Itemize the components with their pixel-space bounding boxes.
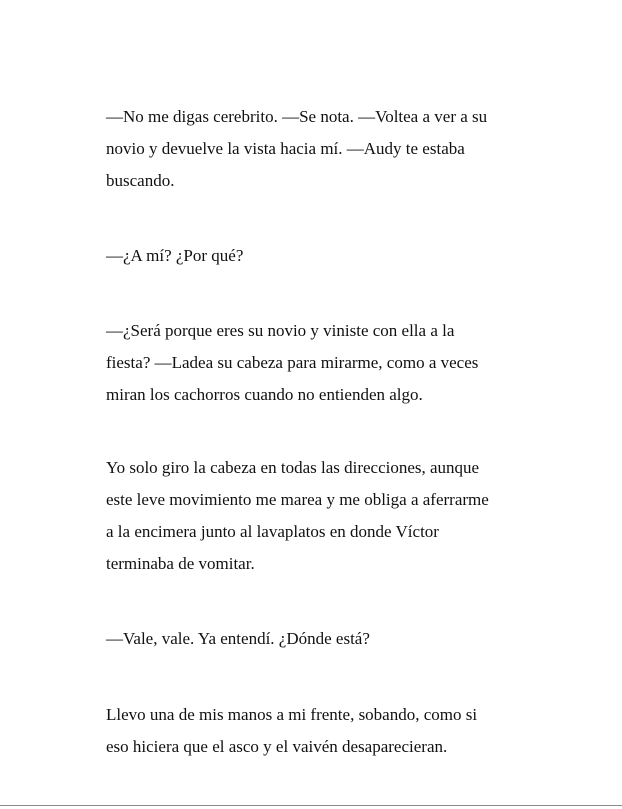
page-bottom-divider (0, 805, 622, 806)
paragraph-6: Llevo una de mis manos a mi frente, sobando, como si eso hiciera que el asco y el vaivén desaparecieran. (106, 705, 478, 756)
paragraph-5: —Vale, vale. Ya entendí. ¿Dónde está? (106, 629, 370, 648)
paragraph-2: —¿A mí? ¿Por qué? (106, 246, 244, 265)
paragraph-3: —¿Será porque eres su novio y viniste con ella a la fiesta? —Ladea su cabeza para mirarme, como a veces miran los cachorros cuando no entienden algo. (106, 321, 479, 404)
paragraph-4: Yo solo giro la cabeza en todas las direcciones, aunque este leve movimiento me marea y me obliga a aferrarme a la encimera junto al lavaplatos en donde Víctor terminaba de vomitar. (106, 458, 489, 573)
paragraph-1: —No me digas cerebrito. —Se nota. —Voltea a ver a su novio y devuelve la vista hacia mí. —Audy te estaba buscando. (106, 107, 488, 190)
